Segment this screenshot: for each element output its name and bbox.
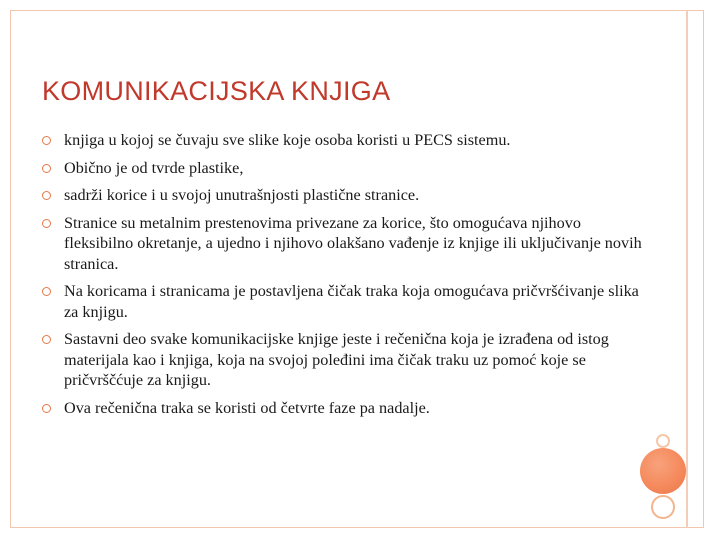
circle-bullet-icon	[42, 191, 51, 200]
decorative-orange-circle-icon	[640, 448, 686, 494]
bullet-text: Obično je od tvrde plastike,	[64, 158, 244, 177]
decorative-ring-icon	[651, 495, 675, 519]
bullet-item	[42, 158, 642, 179]
bullet-item	[42, 281, 642, 322]
bullet-item	[42, 130, 642, 151]
circle-bullet-icon	[42, 287, 51, 296]
decorative-small-ring-icon	[656, 434, 670, 448]
circle-bullet-icon	[42, 164, 51, 173]
decorative-edge-line	[686, 10, 688, 528]
bullet-text: sadrži korice i u svojoj unutrašnjosti plastične stranice.	[64, 186, 420, 204]
bullet-list	[42, 130, 642, 425]
bullet-text: Na koricama i stranicama je postavljena čičak traka koja omogućava pričvršćivanje slika za knjigu.	[64, 282, 639, 321]
circle-bullet-icon	[42, 136, 51, 145]
circle-bullet-icon	[42, 335, 51, 344]
bullet-text: Sastavni deo svake komunikacijske knjige jeste i rečenična koja je izrađena od istog materijala kao i knjiga, koja na svojoj poleđini ima čičak traku uz pomoć koje se pričvrščćuje za knjigu.	[64, 330, 609, 389]
bullet-text: knjiga u kojoj se čuvaju sve slike koje osoba koristi u PECS sistemu.	[64, 131, 511, 149]
slide-title: KOMUNIKACIJSKA KNJIGA	[42, 76, 391, 106]
bullet-item	[42, 213, 642, 275]
bullet-text: Stranice su metalnim prestenovima privezane za korice, što omogućava njihovo fleksibilno okretanje, a ujedno i njihovo olakšano vađenje iz knjige ili uključivanje novih stranica.	[64, 213, 642, 273]
bullet-item	[42, 185, 642, 206]
bullet-item	[42, 329, 642, 391]
circle-bullet-icon	[42, 404, 51, 413]
bullet-item	[42, 398, 642, 419]
bullet-text: Ova rečenična traka se koristi od četvrte faze pa nadalje.	[64, 398, 430, 417]
circle-bullet-icon	[42, 219, 51, 228]
